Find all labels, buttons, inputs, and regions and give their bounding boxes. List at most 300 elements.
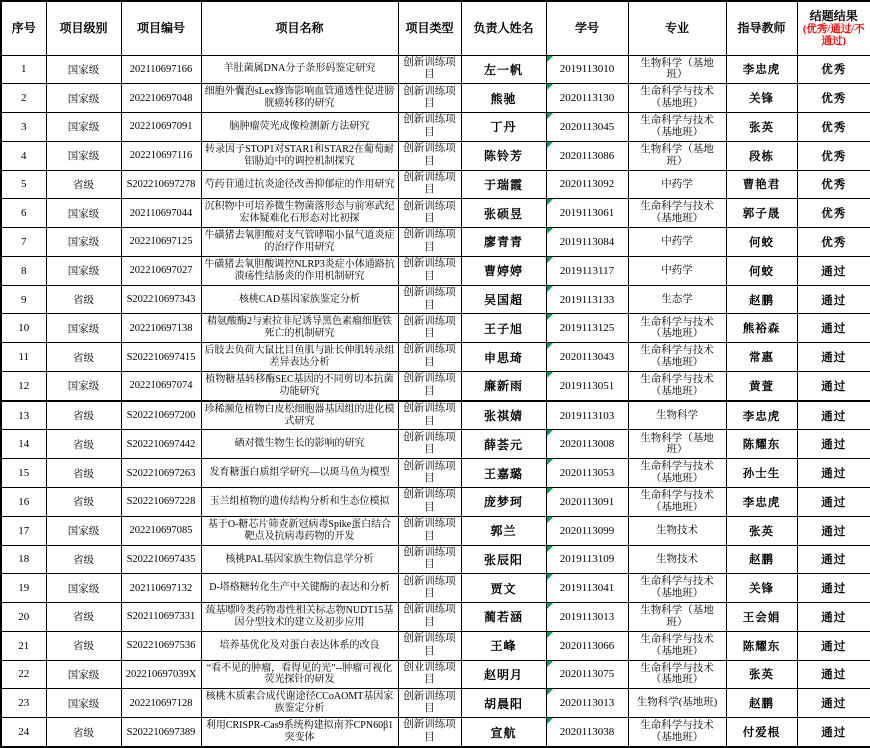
cell-serial-number: 20 <box>1 603 46 632</box>
cell-corner-flag-icon <box>547 372 553 378</box>
cell-project-code: S202210697389 <box>121 718 201 747</box>
cell-advisor: 何蛟 <box>726 256 797 285</box>
cell-project-code: S202210697228 <box>121 487 201 516</box>
cell-serial-number: 19 <box>1 574 46 603</box>
cell-corner-flag-icon <box>547 546 553 552</box>
cell-project-level: 国家级 <box>46 141 121 170</box>
cell-project-code: S202210697536 <box>121 631 201 660</box>
cell-serial-number: 23 <box>1 689 46 718</box>
table-row <box>1 371 870 400</box>
cell-result: 优秀 <box>797 141 870 170</box>
header-row <box>1 1 870 55</box>
cell-serial-number: 9 <box>1 285 46 314</box>
cell-serial-number: 5 <box>1 170 46 199</box>
cell-advisor: 黄萱 <box>726 371 797 400</box>
cell-project-code: S202210697442 <box>121 430 201 459</box>
cell-project-level: 国家级 <box>46 371 121 400</box>
cell-project-type: 创新训练项目 <box>398 113 461 142</box>
cell-major: 生物技术 <box>628 545 726 574</box>
table-row <box>1 343 870 372</box>
cell-leader-name: 陈铃芳 <box>461 141 546 170</box>
table-row <box>1 141 870 170</box>
cell-student-id: 2020113086 <box>546 141 628 170</box>
cell-project-name: 牛磺猪去氧胆酸调控NLRP3炎症小体通路抗溃疡性结肠炎的作用机制研究 <box>201 256 398 285</box>
cell-leader-name: 于瑞霞 <box>461 170 546 199</box>
cell-project-name: 细胞外囊泡sLex修饰影响血管通透性促进膀胱癌转移的研究 <box>201 84 398 113</box>
cell-project-type: 创新训练项目 <box>398 371 461 400</box>
cell-student-id: 2019113041 <box>546 574 628 603</box>
cell-major: 生物科学（基地班） <box>628 603 726 632</box>
cell-project-type: 创新训练项目 <box>398 459 461 488</box>
cell-student-id: 2020113099 <box>546 516 628 545</box>
cell-project-type: 创新训练项目 <box>398 343 461 372</box>
table-row <box>1 430 870 459</box>
cell-project-code: 202110697166 <box>121 55 201 84</box>
cell-project-type: 创新训练项目 <box>398 401 461 430</box>
cell-result: 优秀 <box>797 84 870 113</box>
table-row <box>1 314 870 343</box>
col-header-result <box>797 1 870 55</box>
cell-project-code: S202210697200 <box>121 401 201 430</box>
cell-corner-flag-icon <box>547 718 553 724</box>
cell-major: 生命科学与技术（基地班） <box>628 343 726 372</box>
cell-leader-name: 申思琦 <box>461 343 546 372</box>
cell-project-code: 202210697039X <box>121 660 201 689</box>
cell-student-id: 2020113043 <box>546 343 628 372</box>
cell-project-name: 牛磺猪去氧胆酸对支气管哮喘小鼠气道炎症的治疗作用研究 <box>201 228 398 257</box>
cell-advisor: 何蛟 <box>726 228 797 257</box>
cell-project-type: 创新训练项目 <box>398 487 461 516</box>
cell-project-level: 国家级 <box>46 113 121 142</box>
cell-major: 生命科学与技术（基地班） <box>628 199 726 228</box>
table-row <box>1 170 870 199</box>
cell-result: 通过 <box>797 487 870 516</box>
cell-result: 通过 <box>797 574 870 603</box>
cell-leader-name: 张祺婧 <box>461 401 546 430</box>
cell-advisor: 张英 <box>726 660 797 689</box>
cell-project-level: 省级 <box>46 487 121 516</box>
cell-major: 生命科学与技术（基地班） <box>628 631 726 660</box>
cell-result: 通过 <box>797 371 870 400</box>
cell-project-code: S202210697415 <box>121 343 201 372</box>
cell-project-name: 精氨酸酶2与索拉非尼诱导黑色素瘤细胞铁死亡的机制研究 <box>201 314 398 343</box>
cell-major: 生物科学（基地班） <box>628 430 726 459</box>
cell-student-id: 2019113013 <box>546 603 628 632</box>
cell-project-name: 利用CRISPR-Cas9系统构建拟南芥CPN60β1突变体 <box>201 718 398 747</box>
cell-major: 中药学 <box>628 256 726 285</box>
cell-leader-name: 吴国超 <box>461 285 546 314</box>
table-row <box>1 689 870 718</box>
cell-project-level: 国家级 <box>46 228 121 257</box>
cell-major: 生命科学与技术（基地班） <box>628 574 726 603</box>
cell-project-type: 创新训练项目 <box>398 718 461 747</box>
cell-project-level: 国家级 <box>46 55 121 84</box>
cell-project-code: 202210697116 <box>121 141 201 170</box>
cell-project-code: 202210697091 <box>121 113 201 142</box>
cell-serial-number: 6 <box>1 199 46 228</box>
cell-student-id: 2020113038 <box>546 718 628 747</box>
table-row <box>1 574 870 603</box>
cell-leader-name: 薛荟元 <box>461 430 546 459</box>
cell-leader-name: 廖青青 <box>461 228 546 257</box>
cell-corner-flag-icon <box>547 430 553 436</box>
cell-corner-flag-icon <box>547 603 553 609</box>
cell-advisor: 孙士生 <box>726 459 797 488</box>
cell-leader-name: 曹婷婷 <box>461 256 546 285</box>
cell-serial-number: 14 <box>1 430 46 459</box>
cell-project-name: 转录因子STOP1对STAR1和STAR2在葡萄耐铝胁迫中的调控机制探究 <box>201 141 398 170</box>
cell-corner-flag-icon <box>547 343 553 349</box>
cell-project-type: 创新训练项目 <box>398 314 461 343</box>
cell-advisor: 付爱根 <box>726 718 797 747</box>
cell-major: 生态学 <box>628 285 726 314</box>
cell-major: 生物科学（基地班） <box>628 141 726 170</box>
cell-result: 优秀 <box>797 170 870 199</box>
cell-major: 中药学 <box>628 170 726 199</box>
cell-project-code: 202210697138 <box>121 314 201 343</box>
cell-corner-flag-icon <box>547 314 553 320</box>
table-row <box>1 660 870 689</box>
cell-project-level: 省级 <box>46 430 121 459</box>
cell-corner-flag-icon <box>547 459 553 465</box>
cell-leader-name: 丁丹 <box>461 113 546 142</box>
cell-major: 生物科学 <box>628 401 726 430</box>
cell-project-name: 硒对微生物生长的影响的研究 <box>201 430 398 459</box>
cell-project-level: 国家级 <box>46 574 121 603</box>
cell-serial-number: 2 <box>1 84 46 113</box>
cell-advisor: 熊裕森 <box>726 314 797 343</box>
cell-project-type: 创新训练项目 <box>398 631 461 660</box>
cell-corner-flag-icon <box>547 517 553 523</box>
cell-major: 生命科学与技术（基地班） <box>628 371 726 400</box>
cell-advisor: 关锋 <box>726 574 797 603</box>
table-row <box>1 84 870 113</box>
cell-result: 通过 <box>797 459 870 488</box>
col-header-type: 项目类型 <box>398 1 461 55</box>
cell-corner-flag-icon <box>547 689 553 695</box>
cell-leader-name: 蔺若涵 <box>461 603 546 632</box>
cell-corner-flag-icon <box>547 113 553 119</box>
cell-project-level: 省级 <box>46 170 121 199</box>
cell-project-level: 国家级 <box>46 256 121 285</box>
cell-serial-number: 13 <box>1 401 46 430</box>
cell-leader-name: 王峰 <box>461 631 546 660</box>
table-row <box>1 603 870 632</box>
cell-advisor: 赵鹏 <box>726 545 797 574</box>
cell-project-code: 202210697027 <box>121 256 201 285</box>
cell-result: 优秀 <box>797 113 870 142</box>
cell-advisor: 张英 <box>726 113 797 142</box>
cell-project-level: 国家级 <box>46 516 121 545</box>
cell-project-name: 核桃木质素合成代谢途径CCoAOMT基因家族鉴定分析 <box>201 689 398 718</box>
cell-result: 通过 <box>797 689 870 718</box>
cell-student-id: 2019113125 <box>546 314 628 343</box>
cell-project-type: 创新训练项目 <box>398 574 461 603</box>
cell-student-id: 2020113130 <box>546 84 628 113</box>
cell-project-level: 国家级 <box>46 689 121 718</box>
cell-project-type: 创新训练项目 <box>398 55 461 84</box>
cell-project-code: S202210697435 <box>121 545 201 574</box>
cell-result: 通过 <box>797 256 870 285</box>
cell-project-code: S202210697278 <box>121 170 201 199</box>
cell-project-code: 202110697044 <box>121 199 201 228</box>
cell-project-name: 羊肚菌属DNA分子条形码鉴定研究 <box>201 55 398 84</box>
table-row <box>1 545 870 574</box>
table-row <box>1 199 870 228</box>
cell-serial-number: 10 <box>1 314 46 343</box>
col-header-project-name: 项目名称 <box>201 1 398 55</box>
cell-result: 通过 <box>797 516 870 545</box>
cell-project-type: 创新训练项目 <box>398 84 461 113</box>
col-header-level: 项目级别 <box>46 1 121 55</box>
table-row <box>1 718 870 747</box>
cell-student-id: 2020113075 <box>546 660 628 689</box>
cell-project-type: 创新训练项目 <box>398 430 461 459</box>
cell-project-code: S202110697331 <box>121 603 201 632</box>
cell-student-id: 2020113091 <box>546 487 628 516</box>
cell-leader-name: 左一帆 <box>461 55 546 84</box>
cell-leader-name: 贾文 <box>461 574 546 603</box>
cell-project-name: “看不见的肿瘤，看得见的光”--肿瘤可视化荧光探针的研发 <box>201 660 398 689</box>
col-header-student-id: 学号 <box>546 1 628 55</box>
cell-project-name: 植物糖基转移酶SEC基因的不同剪切本抗菌功能研究 <box>201 371 398 400</box>
cell-advisor: 李忠虎 <box>726 401 797 430</box>
cell-project-code: S202210697343 <box>121 285 201 314</box>
cell-corner-flag-icon <box>547 56 553 62</box>
cell-serial-number: 21 <box>1 631 46 660</box>
col-header-advisor: 指导教师 <box>726 1 797 55</box>
cell-project-name: D-塔格糖转化生产中关键酶的表达和分析 <box>201 574 398 603</box>
cell-project-type: 创新训练项目 <box>398 689 461 718</box>
cell-advisor: 陈耀东 <box>726 631 797 660</box>
cell-project-name: 后肢去负荷大鼠比目鱼肌与趾长伸肌转录组差异表达分析 <box>201 343 398 372</box>
table-row <box>1 256 870 285</box>
cell-result: 通过 <box>797 718 870 747</box>
cell-student-id: 2019113061 <box>546 199 628 228</box>
cell-advisor: 段栋 <box>726 141 797 170</box>
cell-major: 生物科学（基地班） <box>628 55 726 84</box>
table-row <box>1 285 870 314</box>
cell-serial-number: 17 <box>1 516 46 545</box>
cell-leader-name: 王子旭 <box>461 314 546 343</box>
cell-project-code: 202210697074 <box>121 371 201 400</box>
cell-student-id: 2020113066 <box>546 631 628 660</box>
cell-serial-number: 7 <box>1 228 46 257</box>
cell-leader-name: 郭兰 <box>461 516 546 545</box>
cell-leader-name: 廉新雨 <box>461 371 546 400</box>
cell-student-id: 2020113092 <box>546 170 628 199</box>
cell-student-id: 2020113053 <box>546 459 628 488</box>
cell-major: 生命科学与技术（基地班） <box>628 84 726 113</box>
cell-student-id: 2019113133 <box>546 285 628 314</box>
cell-project-level: 国家级 <box>46 84 121 113</box>
cell-project-name: 核桃PAL基因家族生物信息学分析 <box>201 545 398 574</box>
cell-project-name: 培养基优化及对蛋白表达体系的改良 <box>201 631 398 660</box>
cell-project-name: 芍药苷通过抗炎途径改善抑郁症的作用研究 <box>201 170 398 199</box>
cell-student-id: 2019113010 <box>546 55 628 84</box>
cell-result: 通过 <box>797 343 870 372</box>
cell-major: 生命科学与技术（基地班） <box>628 314 726 343</box>
cell-project-type: 创新训练项目 <box>398 228 461 257</box>
cell-project-code: S202210697263 <box>121 459 201 488</box>
cell-project-level: 省级 <box>46 401 121 430</box>
cell-major: 生物技术 <box>628 516 726 545</box>
cell-corner-flag-icon <box>547 199 553 205</box>
table-row <box>1 55 870 84</box>
cell-project-code: 202210697125 <box>121 228 201 257</box>
cell-project-name: 玉兰组植物的遗传结构分析和生态位模拟 <box>201 487 398 516</box>
cell-serial-number: 16 <box>1 487 46 516</box>
cell-project-code: 202210697048 <box>121 84 201 113</box>
cell-leader-name: 熊驰 <box>461 84 546 113</box>
cell-project-type: 创新训练项目 <box>398 199 461 228</box>
cell-project-level: 省级 <box>46 343 121 372</box>
cell-leader-name: 王嘉璐 <box>461 459 546 488</box>
cell-project-type: 创新训练项目 <box>398 170 461 199</box>
cell-project-name: 珍稀濒危植物白皮松细胞器基因组的进化模式研究 <box>201 401 398 430</box>
cell-student-id: 2019113103 <box>546 401 628 430</box>
cell-project-level: 省级 <box>46 631 121 660</box>
cell-result: 通过 <box>797 401 870 430</box>
cell-project-level: 国家级 <box>46 314 121 343</box>
cell-project-level: 省级 <box>46 718 121 747</box>
table-row <box>1 113 870 142</box>
cell-student-id: 2020113013 <box>546 689 628 718</box>
cell-result: 通过 <box>797 660 870 689</box>
cell-project-level: 省级 <box>46 285 121 314</box>
cell-student-id: 2019113051 <box>546 371 628 400</box>
cell-major: 生命科学与技术（基地班） <box>628 660 726 689</box>
cell-result: 通过 <box>797 603 870 632</box>
col-header-code: 项目编号 <box>121 1 201 55</box>
cell-serial-number: 11 <box>1 343 46 372</box>
col-header-no: 序号 <box>1 1 46 55</box>
cell-project-level: 国家级 <box>46 660 121 689</box>
col-header-major: 专业 <box>628 1 726 55</box>
cell-major: 生命科学与技术（基地班） <box>628 113 726 142</box>
cell-result: 通过 <box>797 430 870 459</box>
table-row <box>1 516 870 545</box>
cell-major: 中药学 <box>628 228 726 257</box>
result-header-note: (优秀/通过/不通过) <box>802 23 865 47</box>
cell-major: 生物科学(基地班) <box>628 689 726 718</box>
col-header-leader: 负责人姓名 <box>461 1 546 55</box>
cell-advisor: 李忠虎 <box>726 487 797 516</box>
cell-project-level: 国家级 <box>46 199 121 228</box>
cell-project-code: 202210697085 <box>121 516 201 545</box>
cell-advisor: 关锋 <box>726 84 797 113</box>
cell-advisor: 陈耀东 <box>726 430 797 459</box>
cell-result: 通过 <box>797 285 870 314</box>
cell-serial-number: 12 <box>1 371 46 400</box>
cell-project-type: 创新训练项目 <box>398 516 461 545</box>
cell-project-type: 创新训练项目 <box>398 285 461 314</box>
cell-corner-flag-icon <box>547 84 553 90</box>
cell-project-type: 创新训练项目 <box>398 141 461 170</box>
cell-project-name: 沉积物中可培养微生物菌落形态与前寒武纪宏体疑难化石形态对比初探 <box>201 199 398 228</box>
cell-result: 优秀 <box>797 228 870 257</box>
cell-corner-flag-icon <box>547 661 553 667</box>
cell-serial-number: 1 <box>1 55 46 84</box>
table-row <box>1 487 870 516</box>
result-header-title: 结题结果 <box>809 8 858 23</box>
cell-result: 优秀 <box>797 199 870 228</box>
cell-major: 生命科学与技术（基地班） <box>628 459 726 488</box>
cell-project-name: 发育糖蛋白质组学研究—以斑马鱼为模型 <box>201 459 398 488</box>
cell-serial-number: 8 <box>1 256 46 285</box>
cell-serial-number: 24 <box>1 718 46 747</box>
cell-leader-name: 庞梦珂 <box>461 487 546 516</box>
cell-corner-flag-icon <box>547 142 553 148</box>
cell-corner-flag-icon <box>547 228 553 234</box>
table-row <box>1 228 870 257</box>
cell-corner-flag-icon <box>547 286 553 292</box>
cell-project-type: 创业训练项目 <box>398 660 461 689</box>
cell-corner-flag-icon <box>547 574 553 580</box>
table-body <box>1 55 870 747</box>
cell-student-id: 2019113117 <box>546 256 628 285</box>
cell-serial-number: 15 <box>1 459 46 488</box>
cell-advisor: 王会娟 <box>726 603 797 632</box>
cell-serial-number: 3 <box>1 113 46 142</box>
cell-advisor: 张英 <box>726 516 797 545</box>
table-row <box>1 631 870 660</box>
cell-advisor: 郭子晟 <box>726 199 797 228</box>
cell-project-type: 创新训练项目 <box>398 603 461 632</box>
cell-project-code: 202110697132 <box>121 574 201 603</box>
cell-serial-number: 4 <box>1 141 46 170</box>
cell-student-id: 2020113008 <box>546 430 628 459</box>
cell-major: 生命科学与技术（基地班） <box>628 487 726 516</box>
cell-advisor: 曹艳君 <box>726 170 797 199</box>
cell-project-name: 核桃CAD基因家族鉴定分析 <box>201 285 398 314</box>
cell-student-id: 2019113109 <box>546 545 628 574</box>
cell-leader-name: 宣航 <box>461 718 546 747</box>
cell-corner-flag-icon <box>547 488 553 494</box>
table-row <box>1 401 870 430</box>
cell-result: 通过 <box>797 631 870 660</box>
cell-major: 生命科学与技术（基地班） <box>628 718 726 747</box>
cell-project-type: 创新训练项目 <box>398 256 461 285</box>
cell-result: 通过 <box>797 545 870 574</box>
cell-project-level: 省级 <box>46 603 121 632</box>
cell-corner-flag-icon <box>547 632 553 638</box>
cell-serial-number: 18 <box>1 545 46 574</box>
cell-leader-name: 张辰阳 <box>461 545 546 574</box>
table-row <box>1 459 870 488</box>
cell-leader-name: 张硕昱 <box>461 199 546 228</box>
cell-advisor: 李忠虎 <box>726 55 797 84</box>
cell-advisor: 赵鹏 <box>726 689 797 718</box>
cell-corner-flag-icon <box>547 257 553 263</box>
cell-advisor: 常惠 <box>726 343 797 372</box>
cell-project-name: 巯基嘌呤类药物毒性相关标志物NUDT15基因分型技术的建立及初步应用 <box>201 603 398 632</box>
cell-result: 通过 <box>797 314 870 343</box>
cell-project-name: 脑肿瘤荧光成像检测新方法研究 <box>201 113 398 142</box>
cell-leader-name: 胡晨阳 <box>461 689 546 718</box>
cell-project-level: 省级 <box>46 459 121 488</box>
cell-advisor: 赵鹏 <box>726 285 797 314</box>
cell-student-id: 2020113045 <box>546 113 628 142</box>
cell-project-name: 基于O-糖芯片筛查新冠病毒Spike蛋白结合靶点及抗病毒药物的开发 <box>201 516 398 545</box>
cell-result: 优秀 <box>797 55 870 84</box>
cell-leader-name: 赵明月 <box>461 660 546 689</box>
cell-student-id: 2019113084 <box>546 228 628 257</box>
cell-serial-number: 22 <box>1 660 46 689</box>
cell-project-code: 202210697128 <box>121 689 201 718</box>
cell-project-level: 省级 <box>46 545 121 574</box>
cell-project-type: 创新训练项目 <box>398 545 461 574</box>
